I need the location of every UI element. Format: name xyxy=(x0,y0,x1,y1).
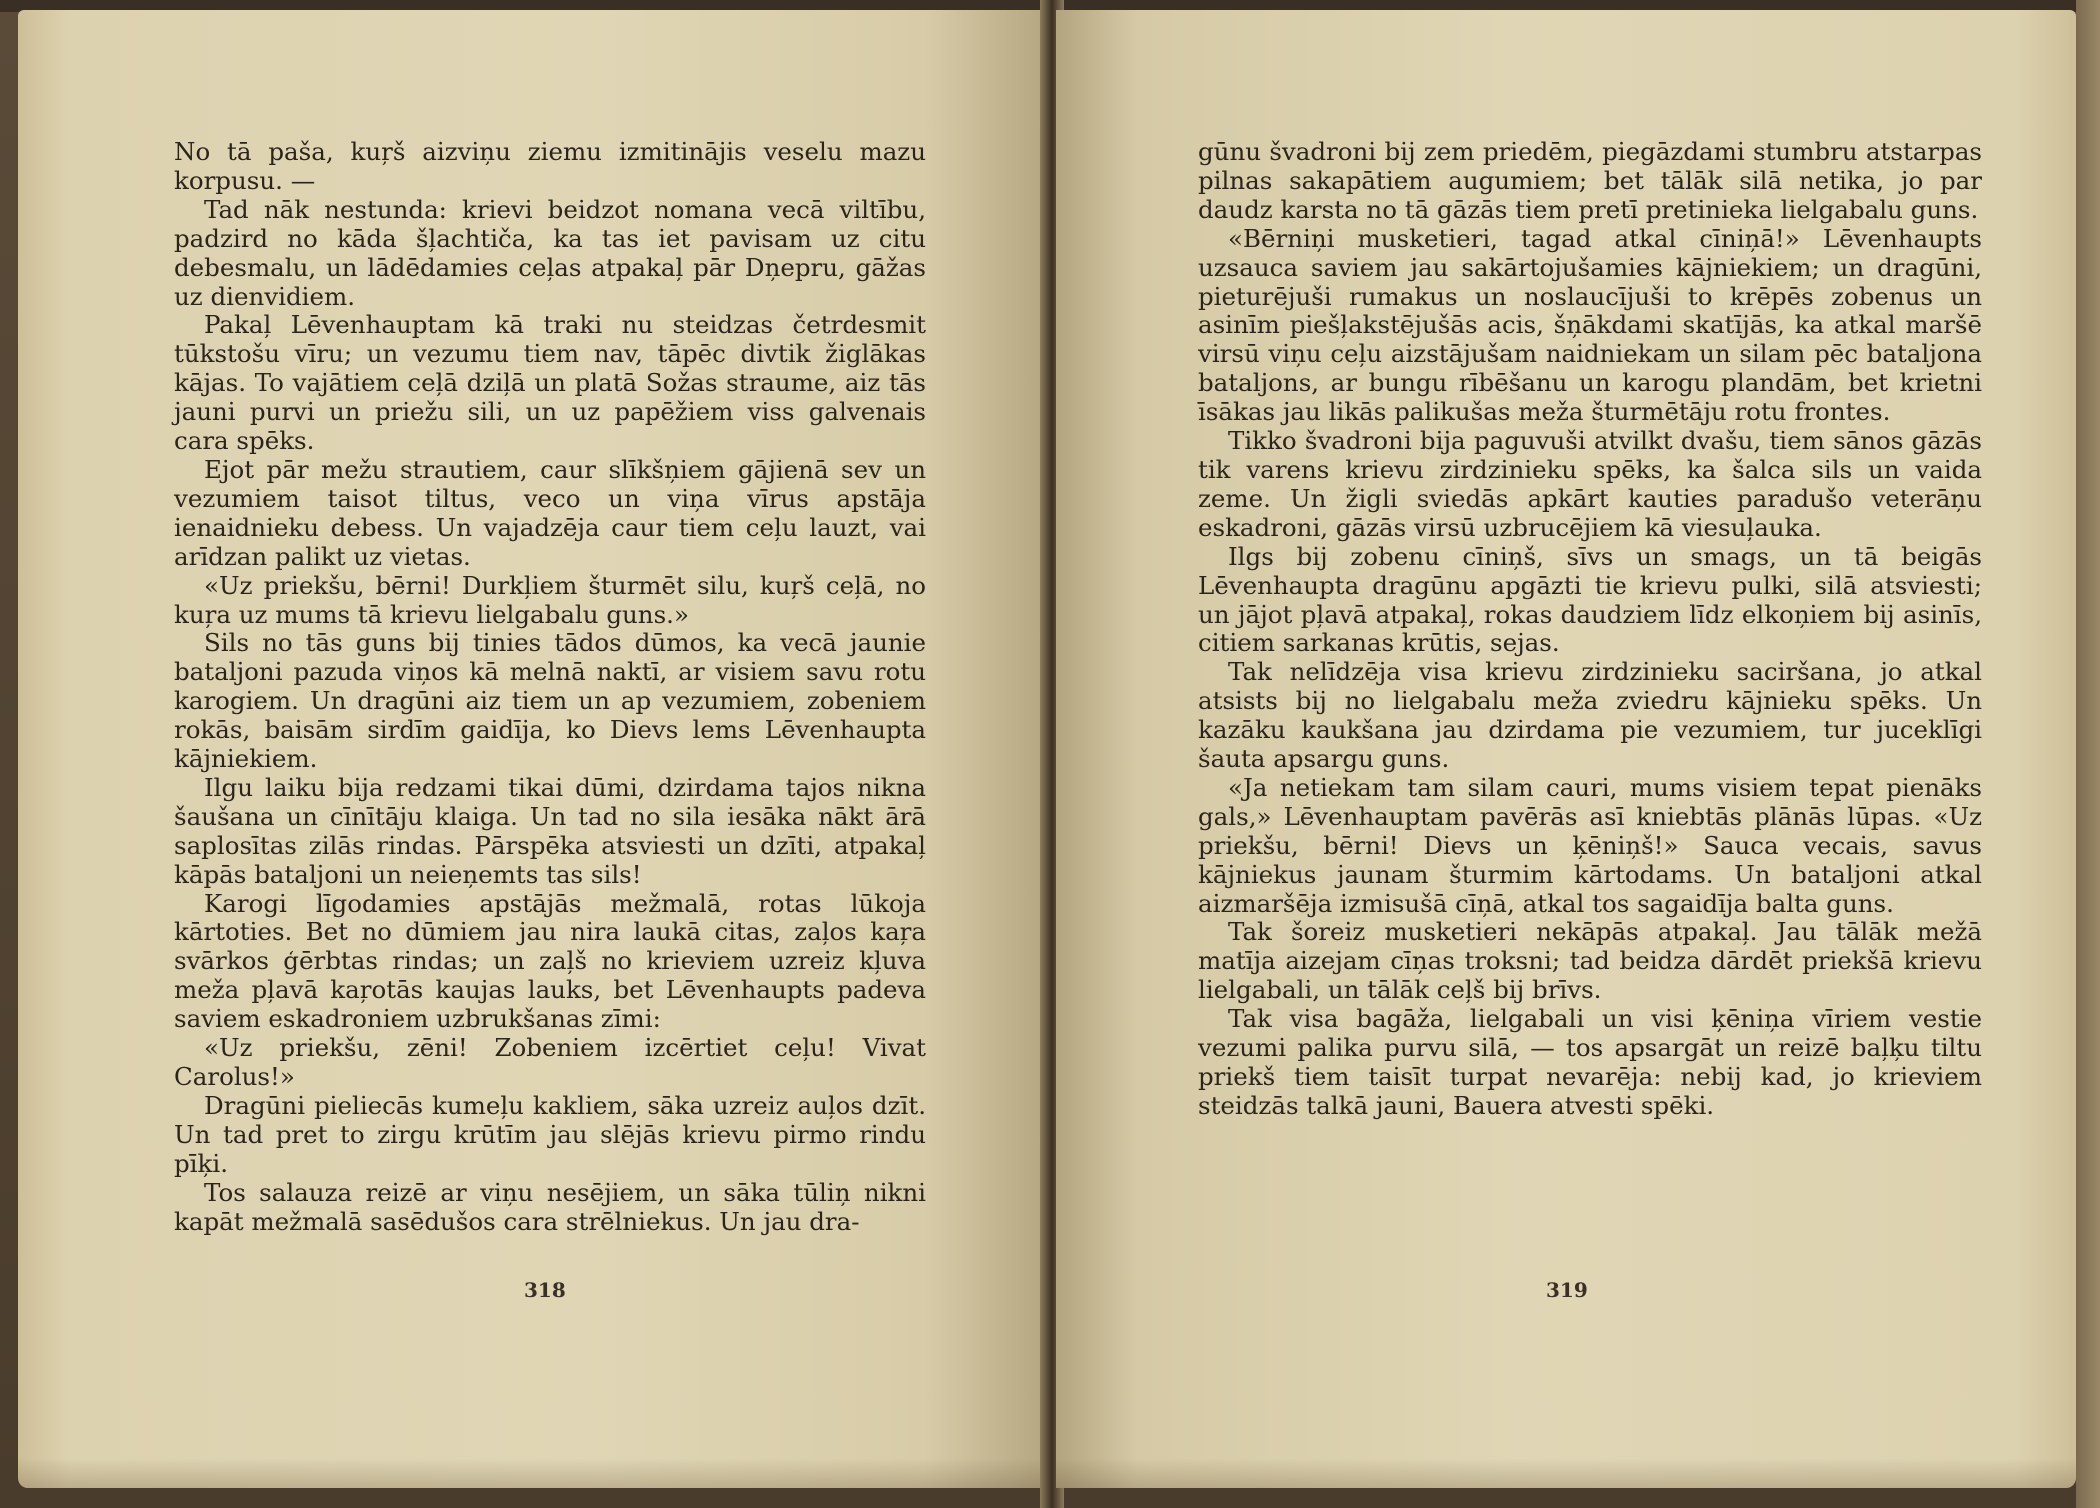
page-number-left: 318 xyxy=(524,1278,566,1302)
paragraph: gūnu švadroni bij zem priedēm, piegāzdami stumbru atstarpas pilnas sakapātiem augumiem; bet tālāk silā netika, jo par daudz karsta no tā gāzās tiem pretī pretinieka lielgabalu guns. xyxy=(1198,137,1982,224)
book-cover-edge xyxy=(2076,0,2100,1508)
paragraph: «Bērniņi musketieri, tagad atkal cīniņā!» Lēvenhaupts uzsauca saviem jau sakārtojušamies kājniekiem; un dragūni, pieturējuši rumakus un noslaucījuši to krēpēs zobenus un asinīm piešļakstējušās acis, šņākdami skatījās, ka atkal maršē virsū viņu ceļu aizstājušam naidniekam un silam pēc bataljona bataljons, ar bungu rībēšanu un karogu plandām, bet krietni īsākas jau likās palikušas meža šturmētāju rotu frontes. xyxy=(1198,223,1982,427)
paragraph: Tad nāk nestunda: krievi beidzot nomana vecā viltību, padzird no kāda šļachtiča, ka tas iet pavisam uz citu debesmalu, un lādēdamies ceļas atpakaļ pār Dņepru, gāžas uz dienvidiem. xyxy=(174,194,926,311)
page-edge-shadow xyxy=(1056,1458,2076,1488)
left-page xyxy=(18,10,1048,1488)
paragraph: Tak visa bagāža, lielgabali un visi ķēniņa vīriem vestie vezumi palika purvu silā, — tos apsargāt un reizē baļķu tiltu priekš tiem taisīt turpat nevarēja: nebij kad, jo krieviem steidzās talkā jauni, Bauera atvesti spēki. xyxy=(1198,1004,1982,1120)
paragraph: Tikko švadroni bija paguvuši atvilkt dvašu, tiem sānos gāzās tik varens krievu zirdzinieku spēks, ka šalca sils un vaida zeme. Un žigli sviedās apkārt kauties paradušo veterāņu eskadroni, gāzās virsū uzbrucējiem kā viesuļauka. xyxy=(1198,426,1982,542)
paragraph: Sils no tās guns bij tinies tādos dūmos, ka vecā jaunie bataljoni pazuda viņos kā melnā naktī, ar visiem savu rotu karogiem. Un dragūni aiz tiem un ap vezumiem, zobeniem rokās, baisām sirdīm gaidīja, ko Dievs lems Lēvenhaupta kājniekiem. xyxy=(174,628,926,774)
left-page-text xyxy=(174,138,926,1236)
paragraph: Pakaļ Lēvenhauptam kā traki nu steidzas četrdesmit tūkstošu vīru; un vezumu tiem nav, tāpēc divtik žiglākas kājas. To vajātiem ceļā dziļā un platā Sožas straume, aiz tās jauni purvi un priežu sili, un uz papēžiem viss galvenais cara spēks. xyxy=(174,310,926,456)
paragraph: «Ja netiekam tam silam cauri, mums visiem tepat pienāks gals,» Lēvenhauptam pavērās asī kniebtās plānās lūpas. «Uz priekšu, bērni! Dievs un ķēniņš!» Sauca vecais, savus kājniekus jaunam šturmim kārtodams. Un bataljoni atkal aizmaršēja izmisušā cīņā, atkal tos sagaidīja balta guns. xyxy=(1198,772,1982,918)
page-number-right: 319 xyxy=(1546,1278,1588,1302)
paragraph: «Uz priekšu, bērni! Durkļiem šturmēt silu, kuŗš ceļā, no kuŗa uz mums tā krievu lielgabalu guns.» xyxy=(174,570,926,629)
page-edge-shadow xyxy=(18,1458,1048,1488)
paragraph: No tā paša, kuŗš aizviņu ziemu izmitinājis veselu mazu korpusu. — xyxy=(174,137,926,195)
paragraph: Ejot pār mežu strautiem, caur slīkšņiem gājienā sev un vezumiem taisot tiltus, veco un viņa vīrus apstāja ienaidnieku debess. Un vajadzēja caur tiem ceļu lauzt, vai arīdzan palikt uz vietas. xyxy=(174,454,926,571)
right-page xyxy=(1056,10,2076,1488)
paragraph: Ilgs bij zobenu cīniņš, sīvs un smags, un tā beigās Lēvenhaupta dragūnu apgāzti tie krievu pulki, silā atsviesti; un jājot pļavā atpakaļ, rokas daudziem līdz elkoņiem bij asinīs, citiem sarkanas krūtis, sejas. xyxy=(1198,541,1982,658)
paragraph: Ilgu laiku bija redzami tikai dūmi, dzirdama tajos nikna šaušana un cīnītāju klaiga. Un tad no sila iesāka nākt ārā saplosītas zilās rindas. Pārspēka atsviesti un dzīti, atpakaļ kāpās bataljoni un neieņemts tas sils! xyxy=(174,772,926,889)
paragraph: «Uz priekšu, zēni! Zobeniem izcērtiet ceļu! Vivat Carolus!» xyxy=(174,1033,926,1091)
paragraph: Tos salauza reizē ar viņu nesējiem, un sāka tūliņ nikni kapāt mežmalā sasēdušos cara strēlniekus. Un jau dra- xyxy=(174,1177,926,1236)
paragraph: Tak šoreiz musketieri nekāpās atpakaļ. Jau tālāk mežā matīja aizejam cīņas troksni; tad beidza dārdēt priekšā krievu lielgabali, un tālāk ceļš bij brīvs. xyxy=(1198,917,1982,1005)
paragraph: Dragūni pieliecās kumeļu kakliem, sāka uzreiz auļos dzīt. Un tad pret to zirgu krūtīm jau slējās krievu pirmo rindu pīķi. xyxy=(174,1090,926,1178)
paragraph: Tak nelīdzēja visa krievu zirdzinieku saciršana, jo atkal atsists bij no lielgabalu meža zviedru kājnieku spēks. Un kazāku kaukšana jau dzirdama pie vezumiem, tur juceklīgi šauta apsargu guns. xyxy=(1198,657,1982,774)
right-page-text xyxy=(1198,138,1982,1121)
paragraph: Karogi līgodamies apstājās mežmalā, rotas lūkoja kārtoties. Bet no dūmiem jau nira laukā citas, zaļos kaŗa svārkos ģērbtas rindas; un zaļš no krieviem uzreiz kļuva meža pļavā kaŗotās kaujas lauks, bet Lēvenhaupts padeva saviem eskadroniem uzbrukšanas zīmi: xyxy=(174,888,926,1034)
